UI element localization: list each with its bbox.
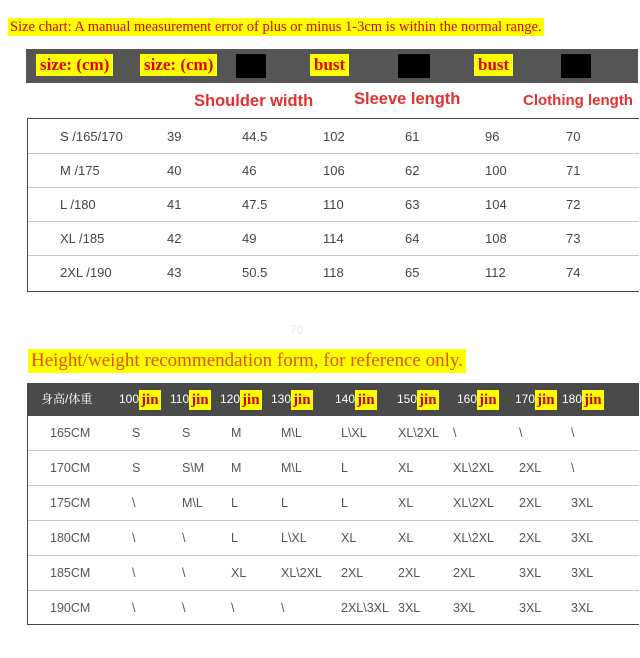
table-cell: \ <box>571 461 575 475</box>
table-row <box>28 154 639 188</box>
table-cell: 2XL <box>519 531 542 545</box>
header-sleeve-length: Sleeve length <box>354 90 461 108</box>
table-cell: \ <box>231 601 235 615</box>
table-cell: XL <box>231 566 247 580</box>
weight-header <box>170 383 211 416</box>
weight-value: 140 <box>335 392 356 406</box>
table-cell: 46 <box>242 163 257 178</box>
recommendation-header-bar <box>27 383 639 416</box>
size-chart-note: Size chart: A manual measurement error of plus or minus 1-3cm is within the normal range. <box>10 19 542 35</box>
unit-badge: jin <box>419 391 437 408</box>
unit-badge: jin <box>357 391 375 408</box>
table-cell: XL <box>398 496 414 510</box>
header-bust-label-2: bust <box>474 54 513 76</box>
table-cell: L <box>231 496 238 510</box>
table-cell: 39 <box>167 129 182 144</box>
table-cell: 3XL <box>453 601 476 615</box>
table-cell: XL <box>341 531 357 545</box>
table-cell: M\L <box>281 461 302 475</box>
table-row <box>28 120 639 154</box>
table-cell: L <box>341 461 348 475</box>
table-cell: \ <box>182 566 186 580</box>
table-cell: M <box>231 461 242 475</box>
size-chart-header-bar <box>26 49 638 83</box>
weight-value: 100 <box>119 392 140 406</box>
header-size-label-1: size: (cm) <box>36 54 113 76</box>
table-cell: 102 <box>323 129 345 144</box>
table-cell: M\L <box>281 426 302 440</box>
table-cell: 3XL <box>571 601 594 615</box>
table-cell: \ <box>132 531 136 545</box>
table-cell: XL /185 <box>60 231 105 246</box>
table-cell: 3XL <box>519 601 542 615</box>
table-cell: 3XL <box>571 496 594 510</box>
table-cell: 112 <box>485 265 506 280</box>
table-cell: 65 <box>405 265 420 280</box>
table-cell: L <box>231 531 238 545</box>
table-cell: XL\2XL <box>453 461 495 475</box>
table-cell: 100 <box>485 163 507 178</box>
table-cell: 63 <box>405 197 420 212</box>
table-cell: \ <box>281 601 285 615</box>
table-cell: 43 <box>167 265 182 280</box>
table-cell: 70 <box>566 129 581 144</box>
table-cell: S <box>182 426 191 440</box>
weight-header <box>397 383 439 416</box>
table-cell: 2XL /190 <box>60 265 112 280</box>
table-cell: \ <box>182 531 186 545</box>
weight-header <box>271 383 313 416</box>
table-cell: 71 <box>566 163 581 178</box>
table-cell: 2XL <box>341 566 364 580</box>
header-height-weight: 身高/体重 <box>41 392 93 406</box>
table-cell: \ <box>132 496 136 510</box>
unit-badge: jin <box>537 391 555 408</box>
weight-value: 120 <box>220 392 241 406</box>
weight-value: 180 <box>562 392 583 406</box>
table-cell: 3XL <box>571 566 594 580</box>
table-cell: 170CM <box>50 461 91 475</box>
table-cell: 3XL <box>519 566 542 580</box>
table-cell: L <box>341 496 348 510</box>
table-cell: XL\2XL <box>281 566 323 580</box>
table-cell: 2XL <box>519 461 542 475</box>
header-clothing-length: Clothing length <box>523 92 633 109</box>
table-row <box>28 521 639 556</box>
table-cell: S <box>132 461 141 475</box>
table-cell: S <box>132 426 141 440</box>
table-cell: 106 <box>323 163 345 178</box>
table-cell: L\XL <box>281 531 307 545</box>
table-cell: \ <box>182 601 186 615</box>
weight-value: 160 <box>457 392 478 406</box>
table-row <box>28 222 639 256</box>
table-cell: XL\2XL <box>398 426 440 440</box>
weight-header <box>515 383 557 416</box>
table-cell: 3XL <box>398 601 421 615</box>
weight-value: 130 <box>271 392 292 406</box>
table-cell: 41 <box>167 197 182 212</box>
table-cell: 62 <box>405 163 420 178</box>
table-cell: 180CM <box>50 531 91 545</box>
table-cell: 114 <box>323 231 344 246</box>
table-cell: 2XL\3XL <box>341 601 389 615</box>
table-cell: 49 <box>242 231 257 246</box>
table-cell: 190CM <box>50 601 91 615</box>
table-cell: 165CM <box>50 426 91 440</box>
unit-badge: jin <box>293 391 311 408</box>
weight-header <box>119 383 161 416</box>
header-size-label-2: size: (cm) <box>140 54 217 76</box>
table-cell: \ <box>571 426 575 440</box>
header-black-box-2 <box>398 54 430 78</box>
unit-badge: jin <box>584 391 602 408</box>
table-cell: S /165/170 <box>60 129 123 144</box>
table-cell: 40 <box>167 163 182 178</box>
table-cell: M\L <box>182 496 203 510</box>
table-cell: XL\2XL <box>453 496 495 510</box>
table-cell: 185CM <box>50 566 91 580</box>
table-cell: M <box>231 426 242 440</box>
table-cell: 74 <box>566 265 581 280</box>
table-cell: 2XL <box>398 566 421 580</box>
stray-value: 70 <box>290 323 304 337</box>
table-row <box>28 416 639 451</box>
table-cell: 118 <box>323 265 344 280</box>
table-row <box>28 188 639 222</box>
weight-header <box>220 383 262 416</box>
table-cell: 50.5 <box>242 265 268 280</box>
weight-header <box>457 383 499 416</box>
table-cell: XL\2XL <box>453 531 495 545</box>
unit-badge: jin <box>479 391 497 408</box>
table-row <box>28 556 639 591</box>
table-row <box>28 451 639 486</box>
table-cell: M /175 <box>60 163 100 178</box>
table-cell: \ <box>132 601 136 615</box>
weight-value: 110 <box>170 392 190 406</box>
table-cell: \ <box>132 566 136 580</box>
header-black-box-1 <box>236 54 266 78</box>
unit-badge: jin <box>242 391 260 408</box>
table-row <box>28 486 639 521</box>
table-cell: 47.5 <box>242 197 268 212</box>
table-cell: 2XL <box>453 566 476 580</box>
recommendation-note: Height/weight recommendation form, for reference only. <box>28 349 466 373</box>
table-cell: 3XL <box>571 531 594 545</box>
size-chart-table <box>27 118 639 292</box>
weight-value: 170 <box>515 392 536 406</box>
table-cell: 73 <box>566 231 581 246</box>
table-cell: XL <box>398 461 414 475</box>
table-cell: S\M <box>182 461 205 475</box>
table-cell: L <box>281 496 288 510</box>
unit-badge: jin <box>141 391 159 408</box>
table-cell: 104 <box>485 197 507 212</box>
table-cell: \ <box>453 426 457 440</box>
weight-value: 150 <box>397 392 418 406</box>
table-row <box>28 256 639 290</box>
table-cell: 96 <box>485 129 500 144</box>
table-cell: 61 <box>405 129 420 144</box>
table-cell: 44.5 <box>242 129 268 144</box>
table-cell: 110 <box>323 197 344 212</box>
table-cell: \ <box>519 426 523 440</box>
recommendation-table <box>27 416 639 625</box>
table-cell: L /180 <box>60 197 96 212</box>
table-cell: 64 <box>405 231 420 246</box>
weight-header <box>335 383 377 416</box>
table-cell: 42 <box>167 231 182 246</box>
header-bust-label-1: bust <box>310 54 349 76</box>
header-black-box-3 <box>561 54 591 78</box>
table-cell: XL <box>398 531 414 545</box>
table-cell: 72 <box>566 197 581 212</box>
header-shoulder-width: Shoulder width <box>194 92 314 110</box>
weight-header <box>562 383 604 416</box>
table-row <box>28 591 639 626</box>
table-cell: L\XL <box>341 426 367 440</box>
table-cell: 2XL <box>519 496 542 510</box>
unit-badge: jin <box>191 391 209 408</box>
table-cell: 108 <box>485 231 507 246</box>
table-cell: 175CM <box>50 496 91 510</box>
